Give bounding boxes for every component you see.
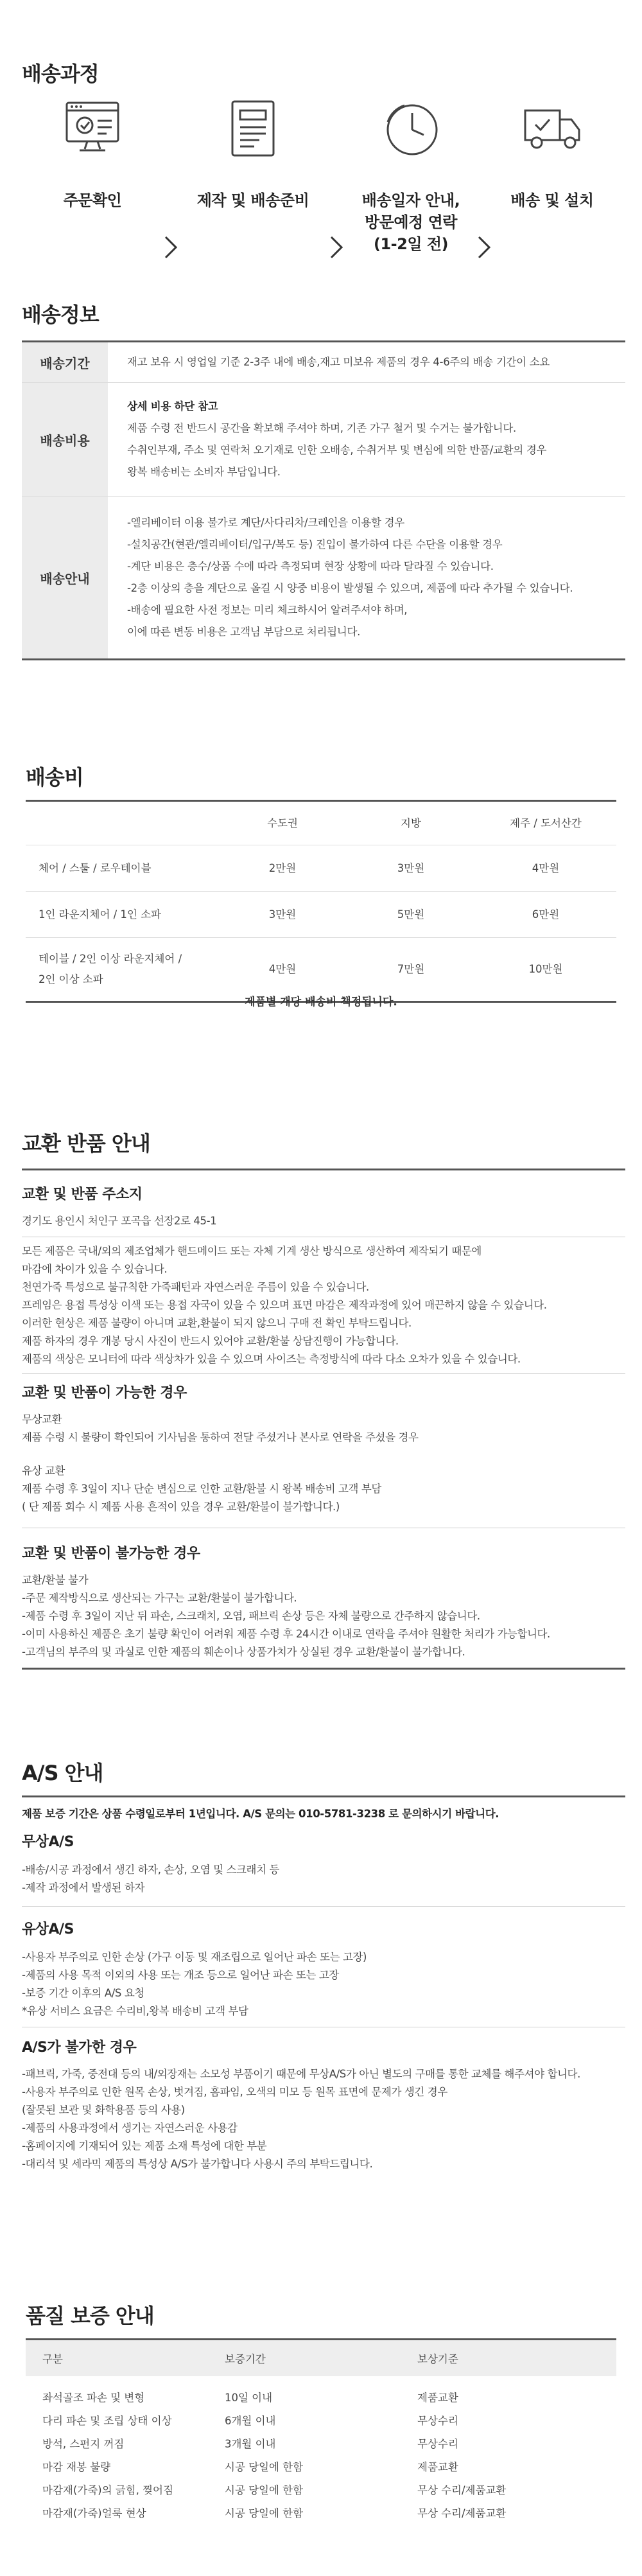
fee-row: 1인 라운지체어 / 1인 소파 3만원 5만원 6만원 (26, 892, 616, 938)
quality-row: 마감 재봉 불량 시공 당일에 한함 제품교환 (42, 2461, 458, 2473)
document-list-icon (221, 96, 285, 161)
shipping-fee-section (26, 761, 616, 1009)
shipping-info-section (22, 299, 625, 638)
process-step-label: 주문확인 (63, 191, 122, 209)
paid-as-list: -사용자 부주의로 인한 손상 (가구 이동 및 재조립으로 일어난 파손 또는 고장) -제품의 사용 목적 이외의 사용 또는 개조 등으로 일어난 파손 또는 고장 -보증 기간 이후의 A/S 요청 *유상 서비스 요금은 수리비,왕복 배송비 고객 부담 (22, 1951, 367, 2017)
shipping-info-title: 배송정보 (22, 303, 99, 327)
quality-warranty-section (26, 2300, 616, 2519)
process-step-label: 배송 및 설치 (510, 191, 594, 209)
exchange-return-section (22, 1127, 625, 1670)
paid-exchange: 유상 교환 제품 수령 후 3일이 지나 단순 변심으로 인한 교환/환불 시 왕복 배송비 고객 부담 ( 단 제품 회수 시 제품 사용 흔적이 있을 경우 교환/환불이 불가합니다.) (22, 1465, 381, 1513)
process-step-order-confirm (22, 96, 163, 211)
info-row-guide: 배송안내 -엘리베이터 이용 불가로 계단/사다리차/크레인을 이용할 경우 -설치공간(현관/엘리베이터/입구/복도 등) 진입이 불가하여 다른 수단을 이용할 경우 -계단 비용은 층수/상품 수에 따라 측정되며 현장 상황에 따라 달라질 수 있습니다. -2층 이상의 층을 계단으로 올길 시 양중 비용이 발생될 수 있으며, 제품에 따라 추가될 수 있습니다. -배송에 필요한 사전 정보는 미리 체크하시어 알려주셔야 하며, 이에 따른 변동 비용은 고객님 부담으로 처리됩니다. (22, 497, 625, 658)
process-step-label: 제작 및 배송준비 (196, 191, 309, 209)
fee-row: 체어 / 스툴 / 로우테이블 2만원 3만원 4만원 (26, 845, 616, 892)
quality-row: 다리 파손 및 조립 상태 이상 6개월 이내 무상수리 (42, 2415, 458, 2427)
info-row-period: 배송기간 재고 보유 시 영업일 기준 2-3주 내에 배송,재고 미보유 제품의 경우 4-6주의 배송 기간이 소요 (22, 342, 625, 383)
process-steps (22, 96, 625, 308)
delivery-truck-icon (520, 96, 584, 161)
free-as-list: -배송/시공 과정에서 생긴 하자, 손상, 오염 및 스크래치 등 -제작 과정에서 발생된 하자 (22, 1864, 280, 1894)
clock-icon (379, 96, 443, 161)
quality-row: 좌석골조 파손 및 변형 10일 이내 제품교환 (42, 2392, 458, 2404)
as-title: A/S 안내 (22, 1761, 103, 1785)
fee-row: 테이블 / 2인 이상 라운지체어 / 2인 이상 소파 4만원 7만원 10만원 (39, 953, 563, 985)
shipping-fee-title: 배송비 (26, 765, 83, 790)
process-step-label: 배송일자 안내, 방문예정 연락 (1-2일 전) (361, 191, 460, 253)
exchange-notes: 모든 제품은 국내/외의 제조업체가 핸드메이드 또는 자체 기계 생산 방식으로 생산하여 제작되기 때문에 마감에 차이가 있을 수 있습니다. 천연가죽 특성으로 불규칙한 가죽패턴과 자연스러운 주름이 있을 수 있습니다. 프레임은 용접 특성상 이색 또는 용접 자국이 있을 수 있으며 표면 마감은 제작과정에 있어 매끈하지 않을 수 있습니다. 이러한 현상은 제품 불량이 아니며 교환,환불이 되지 않으니 구매 전 확인 부탁드립니다. 제품 하자의 경우 개봉 당시 사진이 반드시 있어야 교환/환불 상담진행이 가능합니다. 제품의 색상은 모니터에 따라 색상차가 있을 수 있으며 사이즈는 측정방식에 따라 다소 오차가 있을 수 있습니다. (22, 1245, 547, 1365)
impossible-list: 교환/환불 불가 -주문 제작방식으로 생산되는 가구는 교환/환불이 불가합니다. -제품 수령 후 3일이 지난 뒤 파손, 스크래치, 오염, 패브릭 손상 등은 자체 불량으로 간주하지 않습니다. -이미 사용하신 제품은 초기 불량 확인이 어려워 제품 수령 후 24시간 이내로 연락을 주셔야 원활한 처리가 가능합니다. -고객님의 부주의 및 과실로 인한 제품의 훼손이나 상품가치가 상실된 경우 교환/환불이 불가합니다. (22, 1574, 550, 1658)
fee-header-row: 수도권 지방 제주 / 도서산간 (26, 802, 616, 845)
process-step-schedule-contact (340, 96, 482, 255)
as-section (22, 1757, 625, 2173)
free-as-title: 무상A/S (22, 1834, 74, 1850)
quality-title: 품질 보증 안내 (26, 2304, 154, 2328)
process-step-production (182, 96, 324, 211)
quality-row: 방석, 스펀지 꺼짐 3개월 이내 무상수리 (42, 2438, 458, 2450)
process-title: 배송과정 (22, 62, 99, 86)
info-row-cost: 배송비용 상세 비용 하단 참고 제품 수령 전 반드시 공간을 확보해 주셔야 하며, 기존 가구 철거 및 수거는 불가합니다. 수취인부재, 주소 및 연락처 오기재로 인한 오배송, 수취거부 및 변심에 의한 반품/교환의 경우 왕복 배송비는 소비자 부담입니다. (22, 383, 625, 497)
chevron-right-icon (163, 234, 178, 260)
quality-row: 마감재(가죽)얼룩 현상 시공 당일에 한함 무상 수리/제품교환 (42, 2507, 507, 2519)
free-exchange: 무상교환 제품 수령 시 불량이 확인되어 기사님을 통하여 전달 주셨거나 본사로 연락을 주셨을 경우 (22, 1413, 419, 1443)
quality-table (26, 2338, 616, 2524)
shipping-info-table (22, 340, 625, 660)
possible-title: 교환 및 반품이 가능한 경우 (22, 1385, 187, 1401)
process-step-delivery-install (482, 96, 623, 211)
return-address: 경기도 용인시 처인구 포곡읍 선장2로 45-1 (22, 1215, 217, 1227)
unavailable-as-title: A/S가 불가한 경우 (22, 2040, 137, 2056)
fee-note: 제품별 개당 배송비 책정됩니다. (245, 996, 397, 1009)
unavailable-as-list: -패브릭, 가죽, 중전대 등의 내/외장재는 소모성 부품이기 때문에 무상A/S가 아닌 별도의 구매를 통한 교체를 해주셔야 합니다. -사용자 부주의로 인한 원목 손상, 벗겨짐, 흠파임, 오색의 미모 등 원목 표면에 문제가 생긴 경우 (잘못된 보관 및 화학용품 등의 사용) -제품의 사용과정에서 생기는 자연스러운 사용감 -홈페이지에 기재되어 있는 제품 소재 특성에 대한 부분 -대리석 및 세라믹 제품의 특성상 A/S가 불가합니다 사용시 주의 부탁드립니다. (22, 2068, 580, 2170)
quality-header-row: 구분 보증기간 보상기준 (26, 2340, 616, 2376)
chevron-right-icon (476, 234, 492, 260)
as-intro: 제품 보증 기간은 상품 수령일로부터 1년입니다. A/S 문의는 010-5781-3238 로 문의하시기 바랍니다. (22, 1808, 499, 1820)
address-title: 교환 및 반품 주소지 (22, 1187, 143, 1203)
exchange-title: 교환 반품 안내 (22, 1131, 150, 1156)
impossible-title: 교환 및 반품이 불가능한 경우 (22, 1546, 200, 1562)
monitor-check-icon (60, 96, 125, 161)
paid-as-title: 유상A/S (22, 1921, 74, 1937)
shipping-fee-table (26, 800, 616, 1003)
quality-row: 마감재(가죽)의 긁힘, 찢어짐 시공 당일에 한함 무상 수리/제품교환 (42, 2484, 507, 2496)
delivery-process-section (22, 58, 625, 253)
